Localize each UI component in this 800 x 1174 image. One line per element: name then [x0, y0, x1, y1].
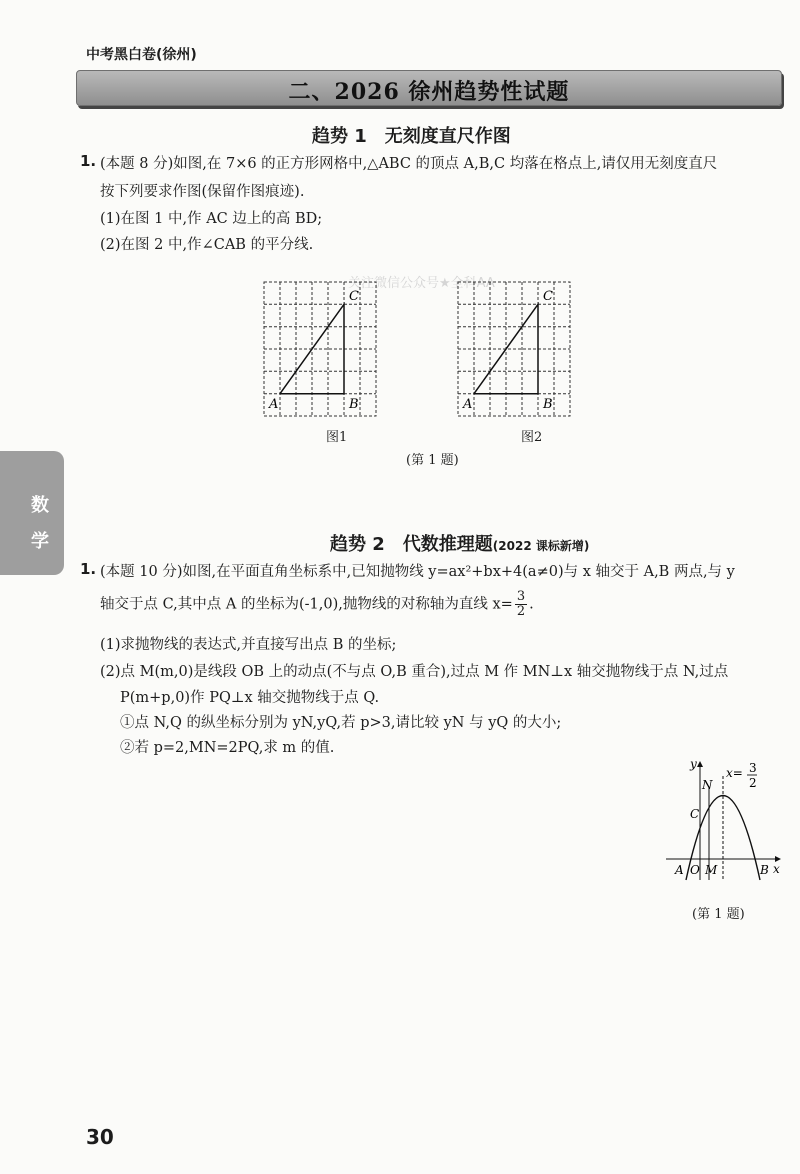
header-label: 中考黑白卷(徐州): [86, 47, 197, 63]
point-c-label: C: [690, 807, 700, 821]
page-number: 30: [86, 1125, 114, 1149]
trend1-question-line1: (本题 8 分)如图,在 7×6 的正方形网格中,△ABC 的顶点 A,B,C 均落在格点上,请仅用无刻度直尺: [100, 156, 718, 172]
x-axis-label: x: [773, 862, 780, 876]
fraction-numerator: 3: [516, 589, 526, 604]
trend2-part1: (1)求抛物线的表达式,并直接写出点 B 的坐标;: [100, 637, 397, 653]
side-tab-label: 数学: [31, 495, 49, 552]
point-b-label: B: [543, 397, 553, 412]
trend1-title: 趋势 1 无刻度直尺作图: [312, 126, 511, 147]
point-c-label: C: [349, 289, 359, 304]
trend2-part2-line2: P(m+p,0)作 PQ⊥x 轴交抛物线于点 Q.: [120, 690, 380, 706]
point-a-label: A: [463, 397, 473, 412]
axis-equation-denominator: 2: [749, 776, 757, 790]
trend2-line2-suffix: .: [529, 596, 534, 613]
trend1-part1: (1)在图 1 中,作 AC 边上的高 BD;: [100, 211, 323, 227]
trend2-line2-prefix: 轴交于点 C,其中点 A 的坐标为(-1,0),抛物线的对称轴为直线 x=: [100, 596, 513, 613]
trend2-sub2: ②若 p=2,MN=2PQ,求 m 的值.: [120, 740, 335, 756]
trend2-question-number: 1.: [80, 560, 97, 578]
point-b-label: B: [349, 397, 359, 412]
banner-title: 二、2026 徐州趋势性试题: [288, 79, 570, 105]
fraction-denominator: 2: [516, 604, 526, 619]
trend2-question-line1: (本题 10 分)如图,在平面直角坐标系中,已知抛物线 y=ax²+bx+4(a≠0)与 x 轴交于 A,B 两点,与 y: [100, 564, 735, 580]
trend2-part2-line1: (2)点 M(m,0)是线段 OB 上的动点(不与点 O,B 重合),过点 M 作 MN⊥x 轴交抛物线于点 N,过点: [100, 664, 729, 680]
axis-equation-numerator: 3: [749, 761, 757, 775]
axis-equation-label: x=: [726, 766, 743, 780]
point-n-label: N: [702, 778, 713, 792]
trend2-sub1: ①点 N,Q 的纵坐标分别为 yN,yQ,若 p>3,请比较 yN 与 yQ 的大小;: [120, 715, 562, 731]
figure-2-caption: 图2: [521, 430, 543, 445]
point-b-label: B: [760, 863, 769, 877]
point-a-label: A: [269, 397, 279, 412]
trend1-part2: (2)在图 2 中,作∠CAB 的平分线.: [100, 237, 314, 253]
trend2-figure-caption: (第 1 题): [692, 907, 745, 922]
section-banner: [76, 70, 782, 106]
trend2-title: 趋势 2 代数推理题: [330, 534, 493, 555]
point-a-label: A: [675, 863, 684, 877]
watermark-text: 关注微信公众号★全科AA: [348, 276, 495, 291]
trend1-question-line2: 按下列要求作图(保留作图痕迹).: [100, 184, 305, 200]
point-c-label: C: [543, 289, 553, 304]
figure-1-caption: 图1: [326, 430, 348, 445]
trend1-figure-caption: (第 1 题): [406, 453, 459, 468]
trend1-question-number: 1.: [80, 152, 97, 170]
trend2-subtitle: (2022 课标新增): [492, 539, 590, 553]
point-o-label: O: [690, 863, 700, 877]
figure-1-grid: [254, 276, 384, 436]
trend2-heading: [330, 530, 589, 556]
point-m-label: M: [705, 863, 718, 877]
axis-fraction: [515, 590, 527, 619]
trend2-question-line2: [100, 590, 534, 619]
parabola-figure: [660, 756, 790, 886]
y-axis-label: y: [690, 757, 697, 771]
figure-2-grid: [448, 276, 578, 436]
